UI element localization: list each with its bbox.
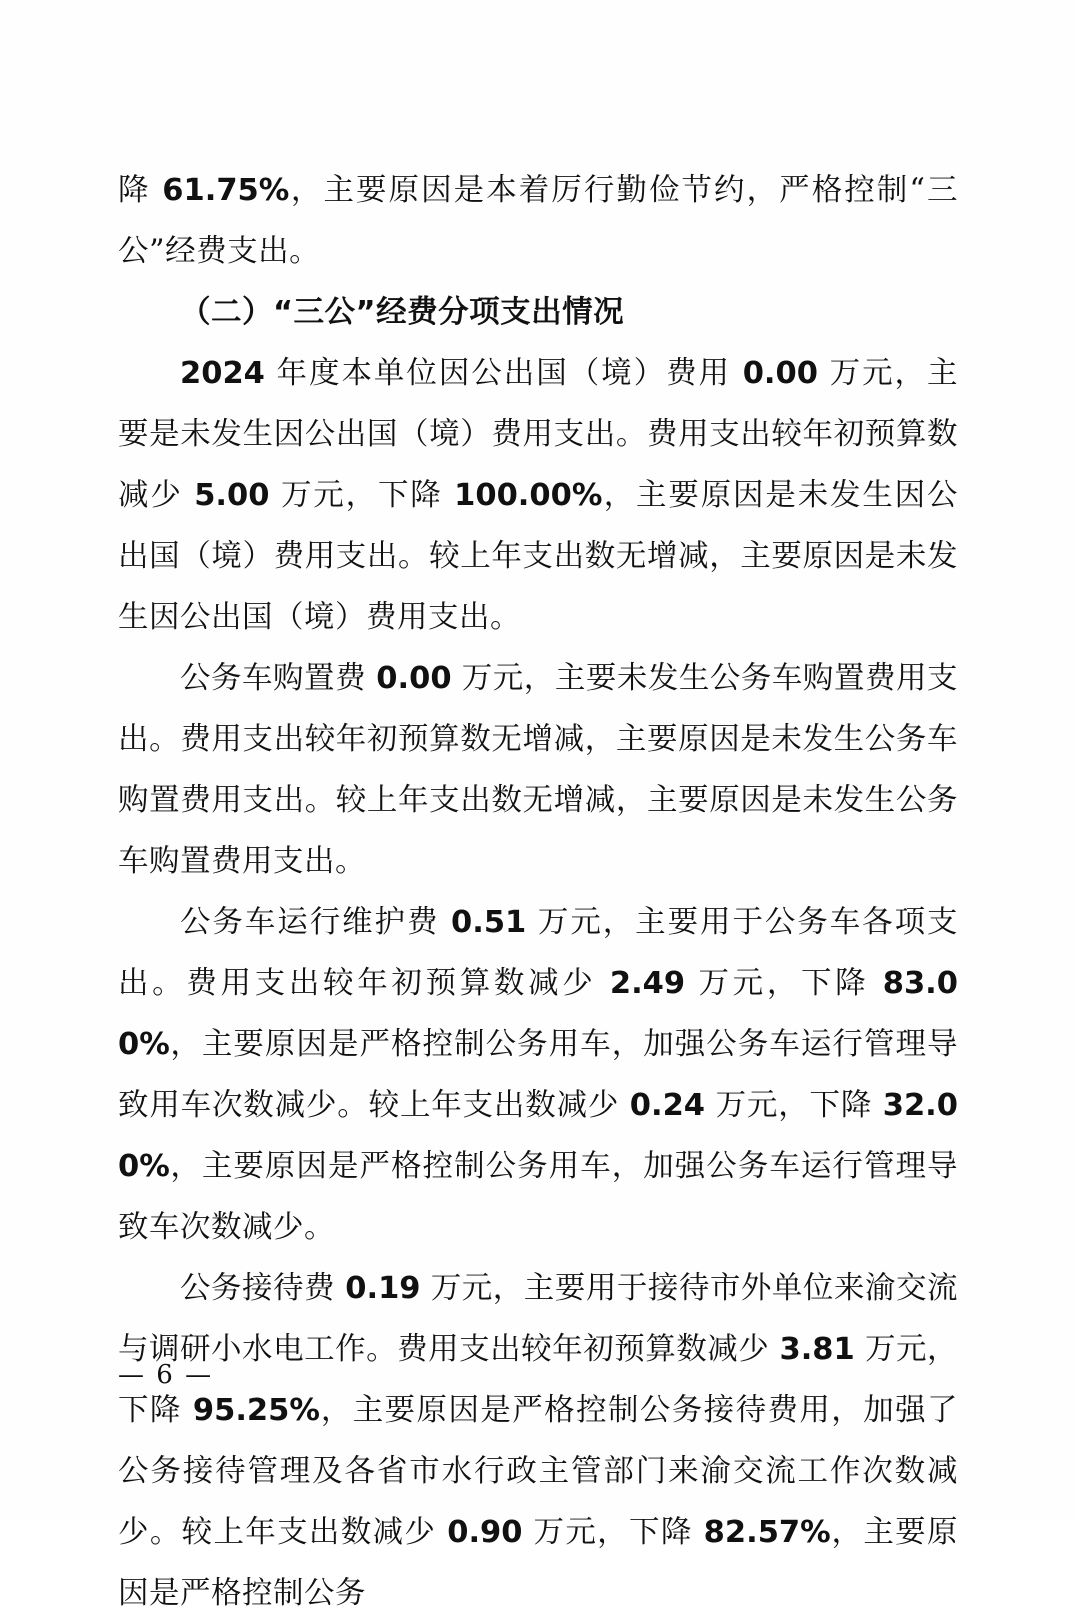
section-heading-two: （二）“三公”经费分项支出情况 [180, 295, 625, 330]
document-body [118, 160, 958, 1624]
paragraph-overseas-travel: 2024 年度本单位因公出国（境）费用 0.00 万元，主要是未发生因公出国（境）费用支出。费用支出较年初预算数减少 5.00 万元，下降 100.00%，主要原因是未发生因公出国（境）费用支出。较上年支出数无增减，主要原因是未发生因公出国（境）费用支出。 [118, 356, 959, 635]
paragraph-vehicle-maintenance: 公务车运行维护费 0.51 万元，主要用于公务车各项支出。费用支出较年初预算数减少 2.49 万元，下降 83.00%，主要原因是严格控制公务用车，加强公务车运行管理导致用车次数减少。较上年支出数减少 0.24 万元，下降 32.00%，主要原因是严格控制公务用车，加强公务车运行管理导致车次数减少。 [118, 905, 958, 1245]
paragraph-official-reception: 公务接待费 0.19 万元，主要用于接待市外单位来渝交流与调研小水电工作。费用支出较年初预算数减少 3.81 万元，下降 95.25%，主要原因是严格控制公务接待费用，加强了公务接待管理及各省市水行政主管部门来渝交流工作次数减少。较上年支出数减少 0.90 万元，下降 82.57%，主要原因是严格控制公务 [118, 1271, 959, 1611]
page-number-footer: — 6 — [118, 1360, 214, 1390]
paragraph-vehicle-purchase: 公务车购置费 0.00 万元，主要未发生公务车购置费用支出。费用支出较年初预算数无增减，主要原因是未发生公务车购置费用支出。较上年支出数无增减，主要原因是未发生公务车购置费用支出。 [118, 661, 958, 879]
paragraph-continued-three-public: 降 61.75%，主要原因是本着厉行勤俭节约，严格控制“三公”经费支出。 [118, 173, 958, 269]
